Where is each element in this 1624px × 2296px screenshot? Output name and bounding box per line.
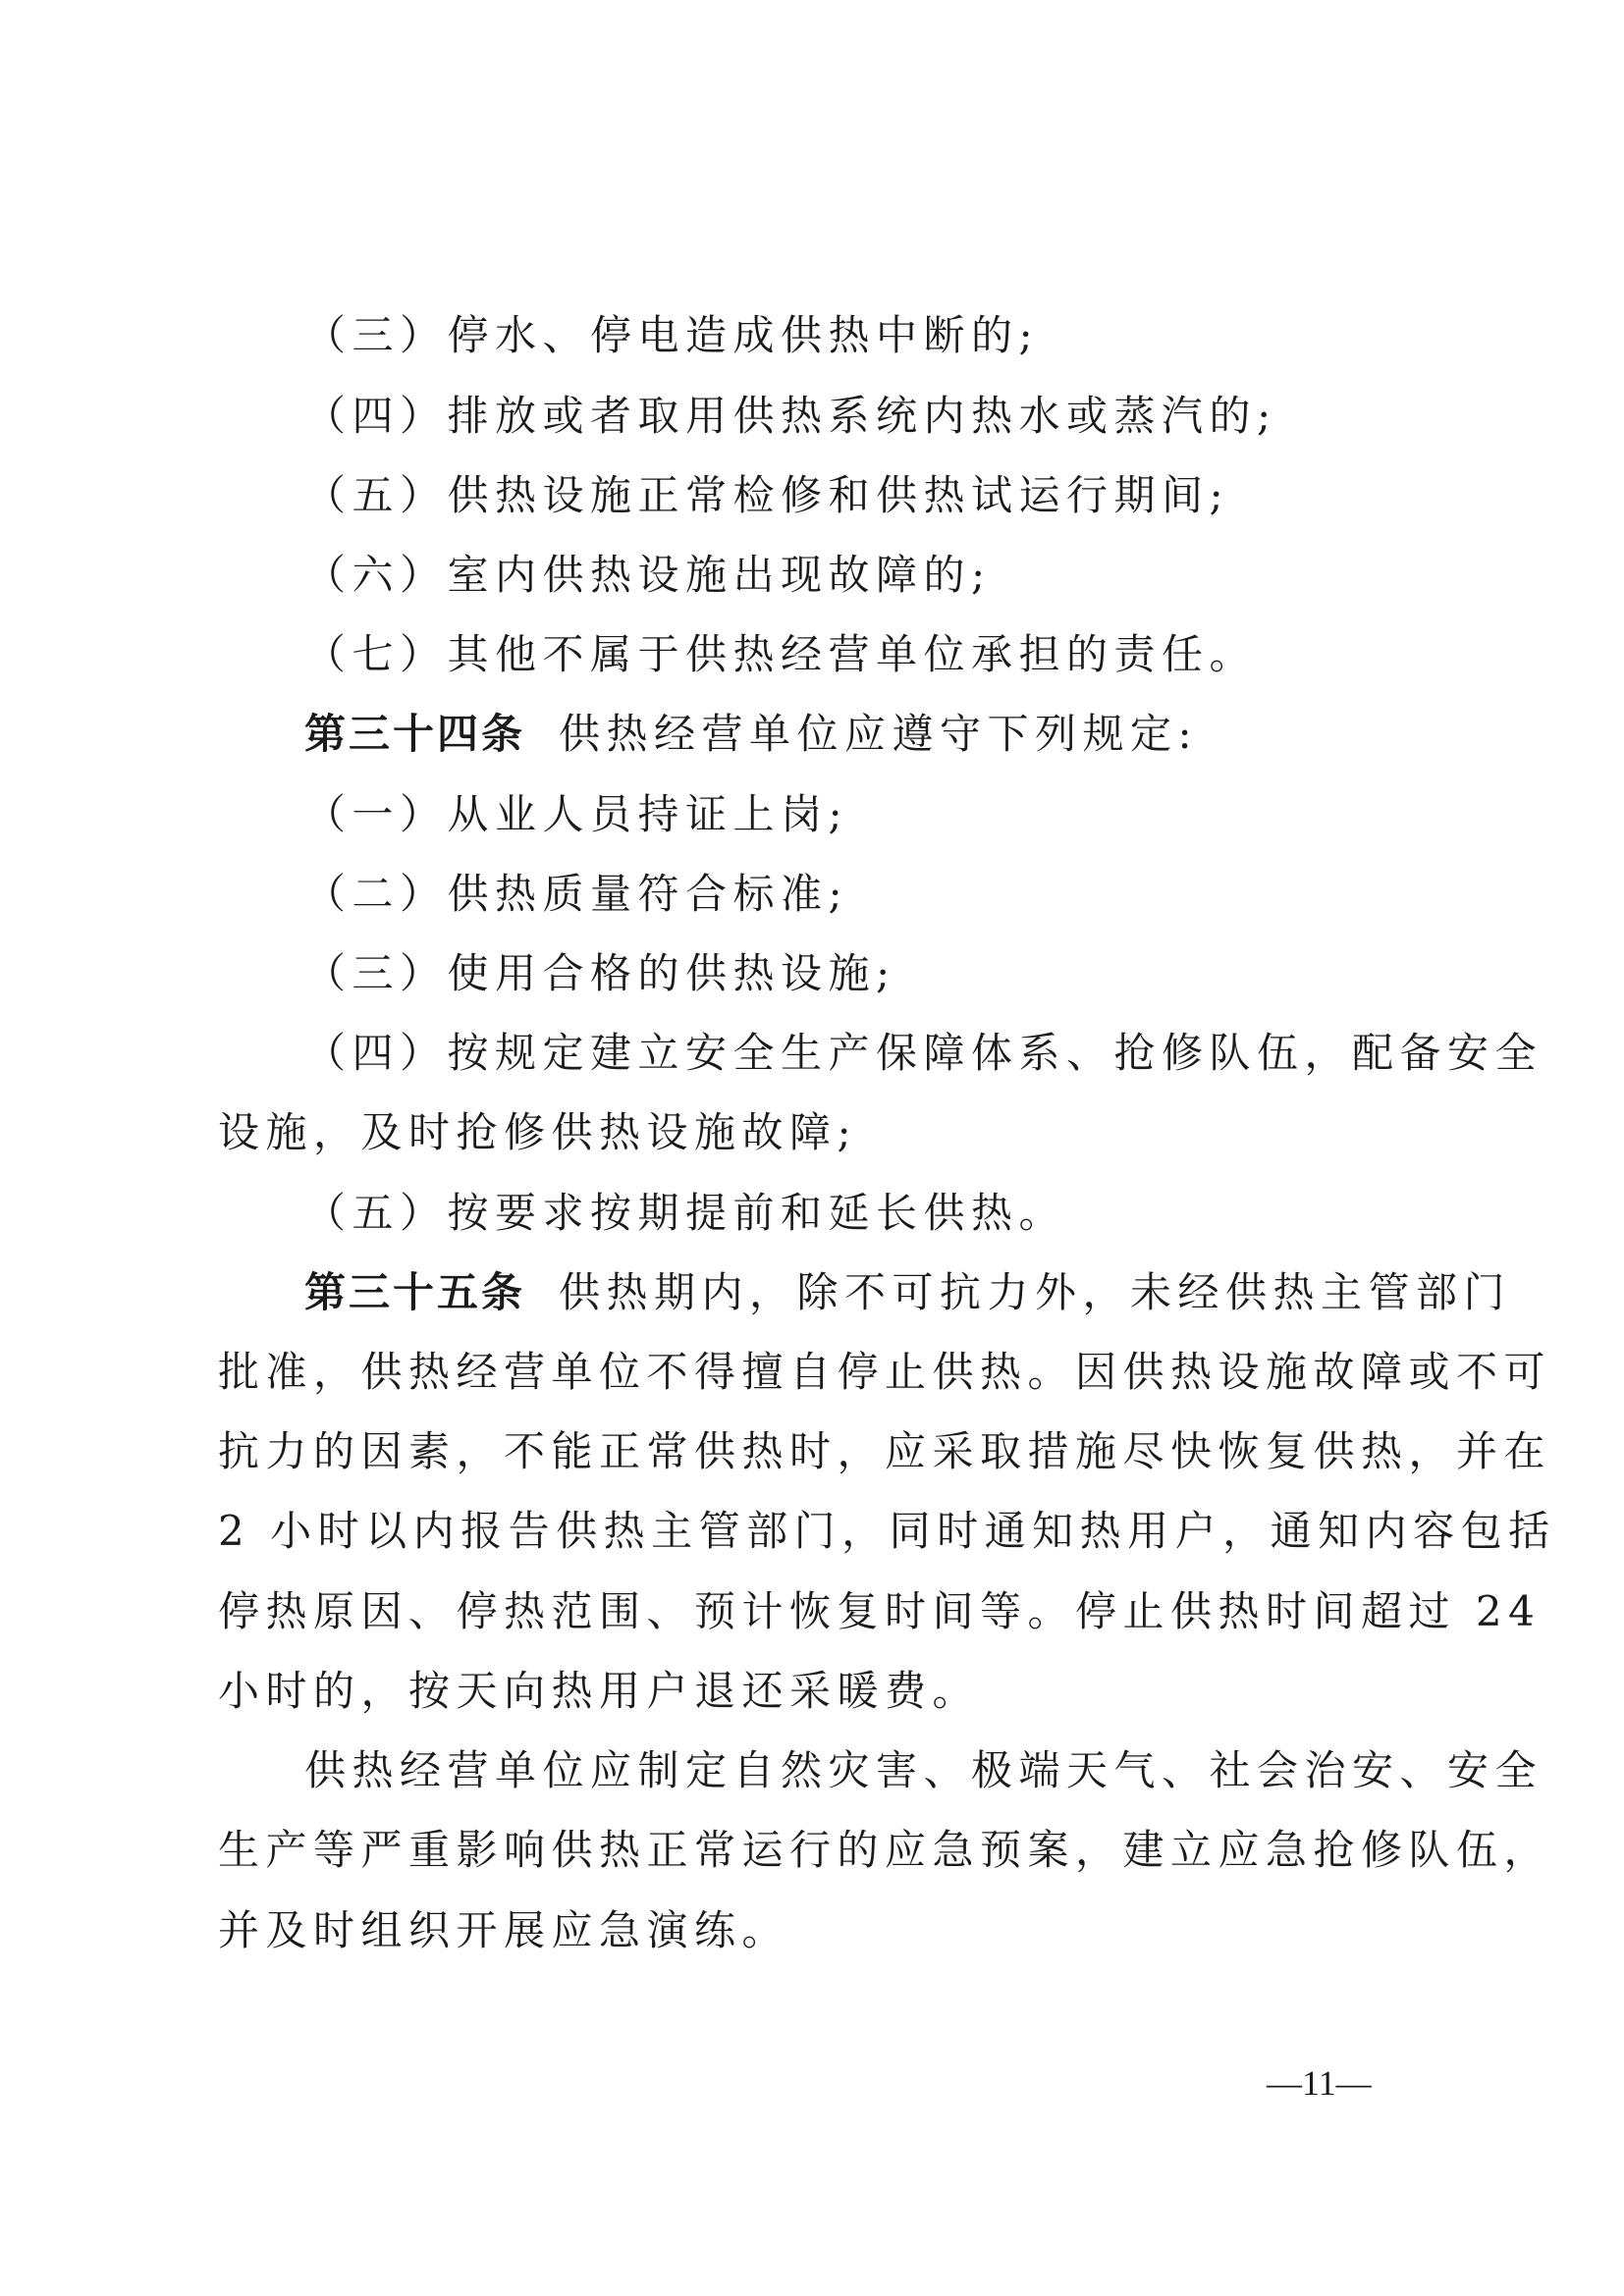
emergency-plan-line-3: 并及时组织开展应急演练。 — [218, 1906, 790, 1954]
article-35-line-3: 抗力的因素，不能正常供热时，应采取措施尽快恢复供热，并在 — [218, 1427, 1552, 1475]
article-34-paragraph — [304, 711, 1198, 758]
article-34-item-5: （五）按要求按期提前和延长供热。 — [304, 1189, 1067, 1237]
clause-5-maintenance: （五）供热设施正常检修和供热试运行期间; — [304, 471, 1230, 519]
article-35-line-5: 停热原因、停热范围、预计恢复时间等。停止供热时间超过 24 — [218, 1587, 1542, 1635]
emergency-plan-line-2: 生产等严重影响供热正常运行的应急预案，建立应急抢修队伍， — [218, 1826, 1552, 1874]
article-34-item-4-line-2: 设施，及时抢修供热设施故障; — [218, 1108, 858, 1156]
article-35-heading: 第三十五条 — [304, 1268, 526, 1316]
article-34-intro: 供热经营单位应遵守下列规定: — [559, 710, 1199, 758]
article-35-line-2: 批准，供热经营单位不得擅自停止供热。因供热设施故障或不可 — [218, 1348, 1552, 1396]
emergency-plan-line-1: 供热经营单位应制定自然灾害、极端天气、社会治安、安全 — [304, 1746, 1543, 1794]
clause-6-indoor-fault: （六）室内供热设施出现故障的; — [304, 551, 992, 599]
article-34-item-2: （二）供热质量符合标准; — [304, 870, 849, 918]
article-35-line-4: 2 小时以内报告供热主管部门，同时通知热用户，通知内容包括 — [218, 1507, 1556, 1555]
article-34-item-1: （一）从业人员持证上岗; — [304, 790, 849, 838]
page-number: —11— — [1267, 2063, 1372, 2103]
article-35-line-6: 小时的，按天向热用户退还采暖费。 — [218, 1667, 981, 1715]
article-34-item-4-line-1: （四）按规定建立安全生产保障体系、抢修队伍，配备安全 — [304, 1029, 1543, 1077]
clause-7-other: （七）其他不属于供热经营单位承担的责任。 — [304, 630, 1258, 678]
clause-3-outage: （三）停水、停电造成供热中断的; — [304, 311, 1040, 359]
article-35-line-1 — [304, 1269, 1511, 1316]
article-34-item-3: （三）使用合格的供热设施; — [304, 949, 896, 997]
clause-4-discharge: （四）排放或者取用供热系统内热水或蒸汽的; — [304, 392, 1277, 440]
article-34-heading: 第三十四条 — [304, 710, 526, 758]
article-35-line-1-text: 供热期内，除不可抗力外，未经供热主管部门 — [559, 1268, 1512, 1316]
